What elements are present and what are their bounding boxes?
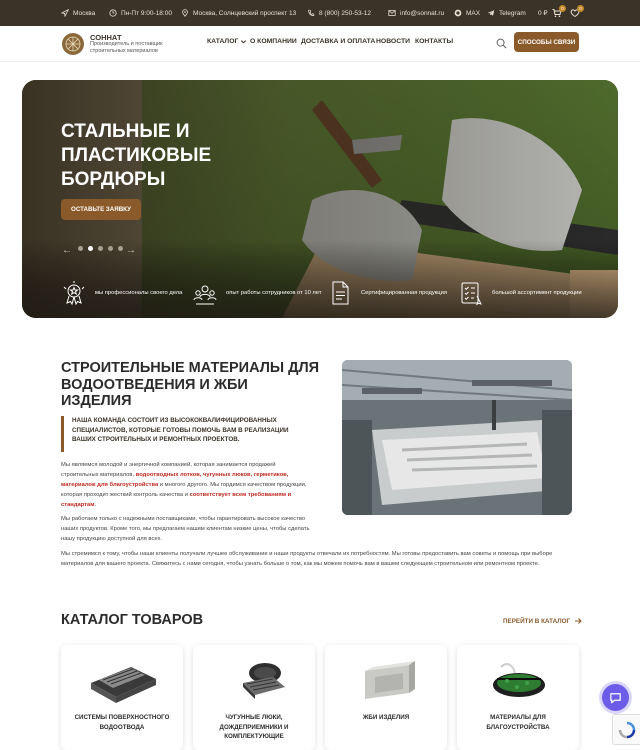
nav-catalog[interactable] — [207, 38, 247, 45]
city-label: Москва — [73, 9, 96, 17]
catalog-card-concrete[interactable] — [325, 645, 447, 750]
nav-contacts[interactable]: КОНТАКТЫ — [415, 38, 454, 45]
address[interactable] — [181, 0, 296, 26]
nav-delivery[interactable]: ДОСТАВКА И ОПЛАТА — [301, 38, 376, 45]
slider-dot[interactable] — [78, 246, 83, 251]
hero-banner — [22, 80, 618, 318]
feature-experience — [192, 280, 332, 306]
go-to-catalog-link[interactable] — [503, 617, 582, 625]
about-quote: НАША КОМАНДА СОСТОИТ ИЗ ВЫСОКОКВАЛИФИЦИРОВАННЫХ СПЕЦИАЛИСТОВ, КОТОРЫЕ ГОТОВЫ ПОМОЧЬ ВАМ В РЕАЛИЗАЦИИ ВАШИХ СТРОИТЕЛЬНЫХ И РЕМОНТНЫХ ПРОЕКТОВ. — [61, 416, 309, 452]
max-label: MAX — [466, 9, 481, 17]
checklist-icon — [458, 280, 484, 306]
cart-total-label: 0 ₽ — [538, 10, 548, 17]
go-to-catalog-label: ПЕРЕЙТИ В КАТАЛОГ — [503, 617, 571, 625]
clock-icon — [109, 9, 117, 17]
location-arrow-icon — [61, 9, 69, 17]
manhole-image — [193, 653, 315, 708]
team-icon — [192, 280, 218, 306]
phone-icon — [307, 9, 315, 17]
recaptcha-icon — [617, 720, 637, 740]
catalog-card-label: МАТЕРИАЛЫ ДЛЯ БЛАГОУСТРОЙСТВА — [486, 714, 550, 731]
feature-label: мы профессионалы своего дела — [95, 289, 183, 296]
slider-dot[interactable] — [98, 246, 103, 251]
phone-label: 8 (800) 250-53-12 — [319, 9, 372, 17]
drainage-channel-image — [61, 653, 183, 708]
catalog-card-label: ЖБИ ИЗДЕЛИЯ — [362, 714, 410, 721]
telegram-link[interactable] — [487, 0, 526, 26]
favorites-button[interactable] — [570, 0, 580, 26]
catalog-card-landscaping[interactable] — [457, 645, 579, 750]
hero-next-arrow[interactable]: → — [126, 245, 136, 256]
search-icon[interactable] — [496, 38, 507, 49]
about-heading: СТРОИТЕЛЬНЫЕ МАТЕРИАЛЫ ДЛЯ ВОДООТВЕДЕНИЯ И ЖБИ ИЗДЕЛИЯ — [61, 360, 320, 409]
catalog-card-label: ЧУГУННЫЕ ЛЮКИ, ДОЖДЕПРИЕМНИКИ И КОМПЛЕКТУЮЩИЕ — [219, 714, 289, 740]
hero-prev-arrow[interactable]: ← — [62, 245, 72, 256]
about-text: и многого другого. Мы гордимся качеством продукции, которая проходит жесткий контроль качества и — [61, 482, 307, 498]
award-icon — [61, 280, 87, 306]
about-paragraph-3: Мы стремимся к тому, чтобы наши клиенты получали лучшее обслуживание и наши продукты отвечали их потребностям. Мы готовы предоставить вам советы и помощь при выборе материалов для вашего проекта. Свяжитесь с нами сегодня, чтобы узнать больше о том, как мы можем помочь вам в вашем следующем строительном или ремонтном проекте. — [61, 551, 553, 567]
about-text: . — [94, 502, 97, 508]
slider-dot-active[interactable] — [88, 246, 93, 251]
mail-icon — [388, 9, 396, 17]
catalog-card-label: СИСТЕМЫ ПОВЕРХНОСТНОГО ВОДООТВОДА — [74, 714, 170, 731]
feature-professionals — [61, 280, 182, 306]
max-messenger-icon — [454, 9, 462, 17]
phone-link[interactable] — [307, 0, 371, 26]
document-icon — [327, 280, 353, 306]
nav-news[interactable]: НОВОСТИ — [376, 38, 410, 45]
about-paragraph-1 — [61, 460, 311, 510]
favorites-count-badge: 0 — [577, 5, 584, 12]
landscaping-materials-image — [457, 653, 579, 708]
cart-button[interactable] — [552, 0, 562, 26]
city-selector[interactable] — [61, 0, 95, 26]
contact-methods-button[interactable]: СПОСОБЫ СВЯЗИ — [514, 32, 579, 52]
nav-about[interactable]: О КОМПАНИИ — [250, 38, 297, 45]
cart-total[interactable] — [538, 0, 548, 26]
recaptcha-badge[interactable] — [612, 714, 640, 745]
chat-widget-button[interactable] — [602, 684, 629, 711]
cart-count-badge: 0 — [559, 5, 566, 12]
telegram-label: Telegram — [499, 9, 526, 17]
slider-dot[interactable] — [118, 246, 123, 251]
slider-dot[interactable] — [108, 246, 113, 251]
work-hours — [109, 0, 172, 26]
map-pin-icon — [181, 9, 189, 17]
chevron-down-icon — [240, 38, 247, 45]
catalog-card-drainage[interactable] — [61, 645, 183, 750]
logo-tagline: Производитель и поставщик строительных материалов — [90, 41, 163, 54]
feature-label: Сертифицированная продукция — [361, 289, 448, 296]
about-paragraph-2: Мы работаем только с надежными поставщиками, чтобы гарантировать высокое качество наших продуктов. Кроме того, мы предлагаем нашим клиентам низкие цены, чтобы сделать нашу продукцию доступной для всех. — [61, 516, 310, 542]
factory-photo — [342, 360, 572, 515]
feature-label: большой ассортимент продукции — [492, 289, 582, 296]
about-highlight: соответствует всем требованиям и стандартам — [61, 492, 292, 508]
chat-bubble-icon — [609, 691, 622, 704]
logo-icon[interactable] — [62, 33, 84, 55]
hours-label: Пн-Пт 9:00-18:00 — [121, 9, 172, 17]
nav-catalog-label: КАТАЛОГ — [207, 38, 239, 45]
top-bar — [0, 0, 640, 26]
main-header — [0, 26, 640, 62]
leave-request-button[interactable]: ОСТАВЬТЕ ЗАЯВКУ — [61, 199, 141, 220]
email-label: info@sonnat.ru — [400, 9, 445, 17]
concrete-products-image — [325, 653, 447, 708]
address-label: Москва, Солнцевский проспект 13 — [193, 9, 297, 17]
logo-name[interactable]: СОННАТ — [90, 33, 122, 42]
about-text: Мы являемся молодой и энергичной компанией, которая занимается продажей строительных материалов, — [61, 462, 276, 478]
feature-certified — [327, 280, 447, 306]
feature-label: опыт работы сотрудников от 10 лет — [226, 289, 322, 296]
email-link[interactable] — [388, 0, 444, 26]
arrow-right-icon — [574, 617, 582, 625]
feature-assortment — [458, 280, 582, 306]
hero-title: СТАЛЬНЫЕ И ПЛАСТИКОВЫЕ БОРДЮРЫ — [61, 121, 212, 190]
about-highlight: водоотводных лотков, чугунных люков, герметиков, материалов для благоустройства — [61, 472, 289, 488]
max-messenger-link[interactable] — [454, 0, 480, 26]
telegram-icon — [487, 9, 495, 17]
catalog-heading: КАТАЛОГ ТОВАРОВ — [61, 612, 204, 628]
slider-dots — [78, 246, 123, 251]
catalog-card-manholes[interactable] — [193, 645, 315, 750]
